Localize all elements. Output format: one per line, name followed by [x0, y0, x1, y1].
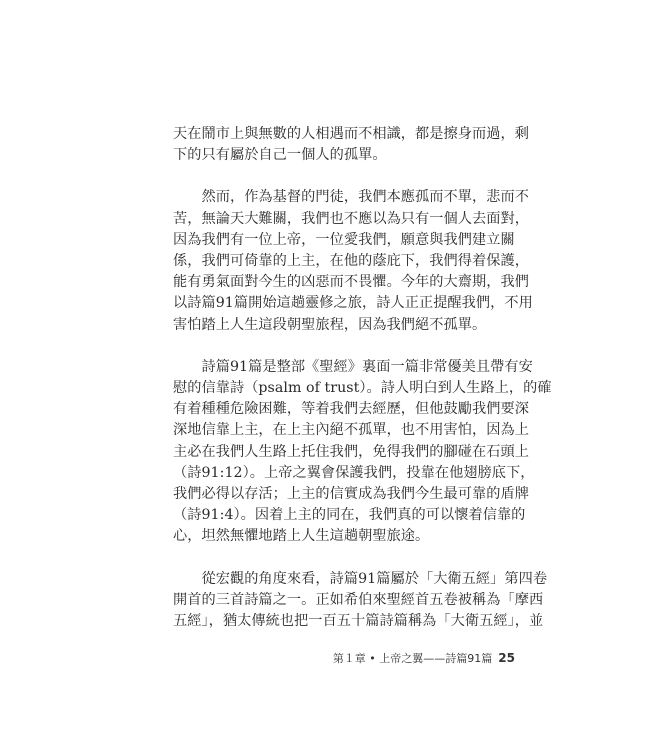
paragraph-3: [173, 357, 552, 548]
text-line: （詩91:12）。上帝之翼會保護我們，投靠在他翅膀底下，: [173, 464, 535, 481]
text-line: 苦，無論天大難關，我們也不應以為只有一個人去面對，: [173, 210, 529, 227]
text-line: 天在鬧市上與無數的人相遇而不相識，都是擦身而過，剩: [173, 126, 529, 142]
text-line: 詩篇91篇是整部《聖經》裏面一篇非常優美且帶有安: [173, 358, 533, 375]
text-line: 主必在我們人生路上托住我們，免得我們的腳碰在石頭上: [173, 443, 529, 460]
text-line: （詩91:4）。因着上主的同在，我們真的可以懷着信靠的: [173, 507, 526, 524]
body-text: [173, 124, 552, 632]
text-line: 係，我們可倚靠的上主，在他的蔭庇下，我們得着保護，: [173, 253, 529, 270]
chapter-title: 第１章 • 上帝之翼——詩篇91篇: [332, 652, 493, 665]
paragraph-1: [173, 124, 529, 166]
page-footer: [333, 650, 515, 666]
text-line: 以詩篇91篇開始這趟靈修之旅，詩人正正提醒我們，不用: [173, 295, 533, 312]
text-line: 開首的三首詩篇之一。正如希伯來聖經首五卷被稱為「摩西: [173, 591, 544, 608]
paragraph-4: [173, 569, 548, 633]
text-line: 五經」，猶太傳統也把一百五十篇詩篇稱為「大衛五經」，並: [173, 613, 544, 630]
text-line: 因為我們有一位上帝，一位愛我們，願意與我們建立關: [173, 231, 515, 248]
text-line: 心，坦然無懼地踏上人生這趟朝聖旅途。: [173, 528, 430, 545]
text-line: 害怕踏上人生這段朝聖旅程，因為我們絕不孤單。: [173, 316, 487, 333]
text-line: 從宏觀的角度來看，詩篇91篇屬於「大衛五經」第四卷: [173, 570, 548, 587]
text-line: 有着種種危險困難，等着我們去經歷，但他鼓勵我們要深: [173, 401, 529, 418]
text-line: 慰的信靠詩（psalm of trust）。詩人明白到人生路上，的確: [173, 380, 552, 397]
paragraph-2: [173, 187, 533, 335]
text-line: 下的只有屬於自己一個人的孤單。: [173, 147, 387, 164]
text-line: 深地信靠上主，在上主內絕不孤單，也不用害怕，因為上: [173, 422, 529, 439]
text-line: 我們必得以存活；上主的信實成為我們今生最可靠的盾牌: [173, 486, 529, 503]
text-line: 能有勇氣面對今生的凶惡而不畏懼。今年的大齋期，我們: [173, 274, 529, 291]
text-line: 然而，作為基督的門徒，我們本應孤而不單，悲而不: [173, 189, 529, 206]
page-number: 25: [498, 651, 515, 665]
